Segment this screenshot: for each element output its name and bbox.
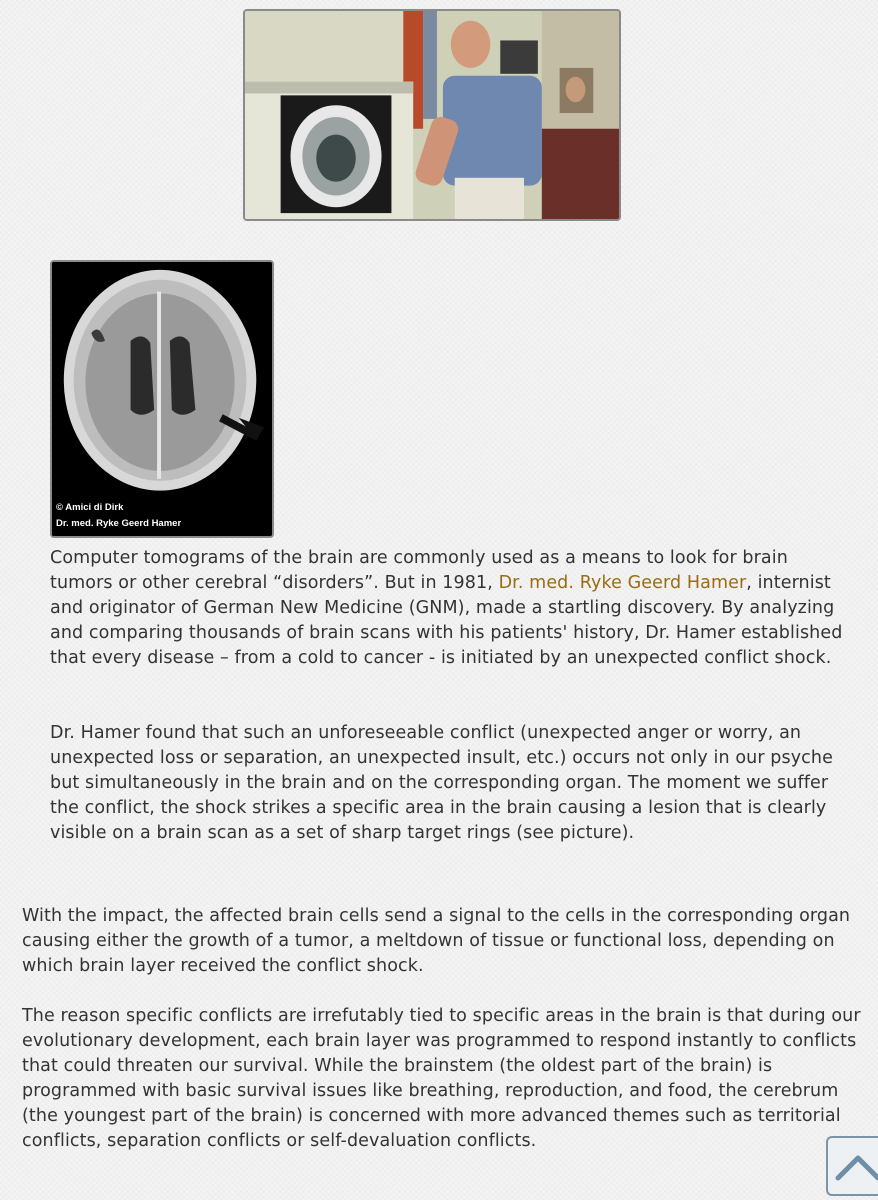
paragraph-1-intro: Computer tomograms of the brain are commonly used as a means to look for brain tumors or other cerebral “disorders”. But in 1981, [50,548,788,593]
paragraph-3-text: With the impact, the affected brain cells send a signal to the cells in the corresponding organ causing either the growth of a tumor, a meltdown of tissue or functional loss, depending on which brain layer received the conflict shock. [22,906,851,976]
scan-caption-name: Dr. med. Ryke Geerd Hamer [56,518,182,529]
article-paragraph-1 [50,546,850,671]
scan-credit: © Amici di Dirk [56,502,124,513]
brain-ct-scan-image [50,260,274,538]
man-with-brain-scan-photo [243,9,621,221]
scroll-to-top-button[interactable] [826,1136,878,1196]
paragraph-1-rest: , internist and originator of German New Medicine (GNM), made a startling discovery. By analyzing and comparing thousands of brain scans with his patients' history, Dr. Hamer established that every disease – from a cold to cancer - is initiated by an unexpected conflict shock. [50,573,843,668]
article-paragraph-4 [22,1004,862,1154]
chevron-up-icon [834,1148,878,1184]
article-paragraph-2 [50,721,850,846]
paragraph-4-text: The reason specific conflicts are irrefutably tied to specific areas in the brain is that during our evolutionary development, each brain layer was programmed to respond instantly to conflicts that could threaten our survival. While the brainstem (the oldest part of the brain) is programmed with basic survival issues like breathing, reproduction, and food, the cerebrum (the youngest part of the brain) is concerned with more advanced themes such as territorial conflicts, separation conflicts or self-devaluation conflicts. [22,1006,861,1151]
article-paragraph-3 [22,904,862,979]
paragraph-2-text: Dr. Hamer found that such an unforeseeable conflict (unexpected anger or worry, an unexpected loss or separation, an unexpected insult, etc.) occurs not only in our psyche but simultaneously in the brain and on the corresponding organ. The moment we suffer the conflict, the shock strikes a specific area in the brain causing a lesion that is clearly visible on a brain scan as a set of sharp target rings (see picture). [50,723,833,843]
hamer-link[interactable]: Dr. med. Ryke Geerd Hamer [498,573,747,593]
